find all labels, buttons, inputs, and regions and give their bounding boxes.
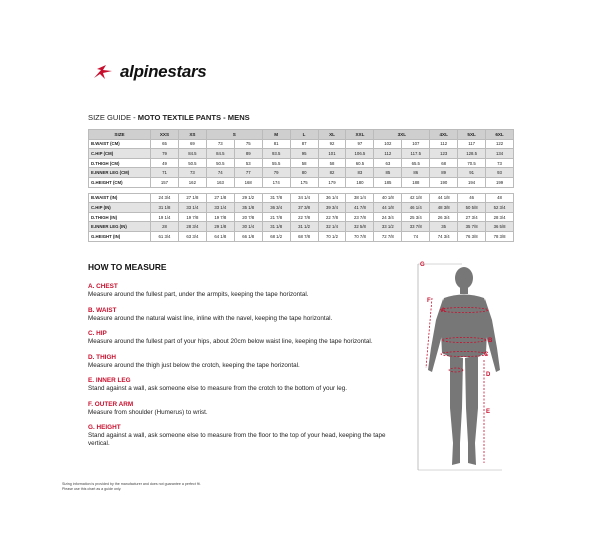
table-cell: 175	[290, 177, 318, 187]
table-cell: 75	[234, 139, 262, 149]
table-cell: 26 3/4	[430, 212, 458, 222]
table-cell: 31 1/8	[262, 222, 290, 232]
measure-text: Measure around the fullest part of your hips, about 20cm below waist line, keeping the tape horizontal.	[88, 338, 373, 345]
table-cell: 58	[318, 158, 346, 168]
footnote-line-1: Sizing information is provided by the manufacturer and does not guarantee a perfect fit.	[62, 482, 201, 486]
table-cell: 190	[430, 177, 458, 187]
table-cell: 78 3/8	[486, 231, 514, 241]
measure-item	[88, 330, 408, 346]
title-prefix: SIZE GUIDE -	[88, 113, 138, 122]
table-cell: 38 1/4	[346, 193, 374, 203]
table-cell: 46	[458, 193, 486, 203]
how-to-measure-title: HOW TO MEASURE	[88, 262, 167, 272]
title-emphasis: MOTO TEXTILE PANTS - MENS	[137, 113, 250, 122]
table-cell: 27 3/4	[458, 212, 486, 222]
row-label: B.WAIST (IN)	[89, 193, 151, 203]
table-cell: 30 1/4	[234, 222, 262, 232]
table-cell: 32 1/4	[318, 222, 346, 232]
table-row	[89, 203, 514, 213]
table-cell: 35 1/8	[234, 203, 262, 213]
row-label: E.INNER LEG (CM)	[89, 168, 151, 178]
table-cell: 42 1/8	[402, 193, 430, 203]
size-header-cell: M	[262, 130, 290, 140]
row-label: C.HIP (IN)	[89, 203, 151, 213]
table-cell: 174	[262, 177, 290, 187]
table-cell: 101	[318, 149, 346, 159]
table-cell: 134	[486, 149, 514, 159]
table-cell: 48	[486, 193, 514, 203]
table-cell: 70.5	[458, 158, 486, 168]
size-table	[88, 129, 514, 242]
table-cell: 53	[234, 158, 262, 168]
measure-item	[88, 377, 408, 393]
row-label: G.HEIGHT (CM)	[89, 177, 151, 187]
star-icon	[92, 64, 114, 80]
table-cell: 29 1/2	[234, 193, 262, 203]
measure-heading: C. HIP	[88, 330, 107, 337]
size-header-cell: 3XL	[374, 130, 430, 140]
measure-item	[88, 283, 408, 299]
table-cell: 33 7/8	[402, 222, 430, 232]
table-cell: 93	[486, 168, 514, 178]
measure-heading: A. CHEST	[88, 283, 118, 290]
table-cell: 40 1/8	[374, 193, 402, 203]
table-cell: 20 7/8	[234, 212, 262, 222]
measure-item	[88, 424, 408, 448]
table-row	[89, 158, 514, 168]
table-cell: 112	[430, 139, 458, 149]
table-cell: 199	[486, 177, 514, 187]
table-cell: 29 1/8	[206, 222, 234, 232]
table-cell: 79	[151, 149, 179, 159]
size-header-cell: 5XL	[458, 130, 486, 140]
table-cell: 89	[430, 168, 458, 178]
measure-text: Measure around the fullest part, under the armpits, keeping the tape horizontal.	[88, 291, 309, 298]
table-cell: 63	[374, 158, 402, 168]
table-row	[89, 177, 514, 187]
table-cell: 112	[374, 149, 402, 159]
figure-label-d: D	[486, 372, 491, 378]
table-cell: 82	[318, 168, 346, 178]
table-row	[89, 168, 514, 178]
figure-label-f: F	[427, 298, 431, 304]
table-cell: 36 1/4	[318, 193, 346, 203]
measure-item	[88, 307, 408, 323]
table-cell: 188	[402, 177, 430, 187]
size-header-cell: XXS	[151, 130, 179, 140]
table-cell: 60.5	[346, 158, 374, 168]
table-cell: 63 3/4	[178, 231, 206, 241]
table-cell: 168	[234, 177, 262, 187]
table-cell: 48 3/8	[430, 203, 458, 213]
page-title	[88, 113, 250, 122]
table-cell: 65	[151, 139, 179, 149]
table-cell: 69	[178, 139, 206, 149]
table-cell: 61 3/4	[151, 231, 179, 241]
table-header-row	[89, 130, 514, 140]
figure-label-a: A	[441, 308, 446, 314]
size-header-cell: XS	[178, 130, 206, 140]
table-cell: 24 3/4	[151, 193, 179, 203]
table-cell: 58	[290, 158, 318, 168]
table-cell: 91	[458, 168, 486, 178]
table-cell: 73	[486, 158, 514, 168]
table-cell: 31 1/8	[151, 203, 179, 213]
size-header-cell: XXL	[346, 130, 374, 140]
table-cell: 19 7/8	[178, 212, 206, 222]
measure-heading: G. HEIGHT	[88, 424, 121, 431]
footnote-line-2: Please use this chart as a guide only.	[62, 487, 122, 491]
table-cell: 66 1/8	[234, 231, 262, 241]
table-cell: 162	[178, 177, 206, 187]
table-cell: 28 3/4	[178, 222, 206, 232]
table-cell: 84.5	[178, 149, 206, 159]
table-row	[89, 149, 514, 159]
table-cell: 36 5/8	[486, 222, 514, 232]
measure-item	[88, 354, 408, 370]
table-cell: 49	[151, 158, 179, 168]
brand-logo	[92, 62, 206, 82]
measure-heading: D. THIGH	[88, 353, 117, 361]
body-figure	[412, 258, 512, 473]
table-cell: 122	[486, 139, 514, 149]
table-cell: 87	[290, 139, 318, 149]
table-cell: 83	[346, 168, 374, 178]
table-cell: 36 3/4	[262, 203, 290, 213]
table-cell: 81	[262, 139, 290, 149]
table-cell: 32 5/8	[346, 222, 374, 232]
table-cell: 23 7/8	[346, 212, 374, 222]
size-header-cell: 6XL	[486, 130, 514, 140]
footnote	[62, 482, 201, 492]
table-cell: 77	[234, 168, 262, 178]
table-cell: 179	[318, 177, 346, 187]
table-cell: 80	[290, 168, 318, 178]
table-cell: 106.5	[346, 149, 374, 159]
table-cell: 33 1/2	[374, 222, 402, 232]
measure-text: Measure around the natural waist line, inline with the navel, keeping the tape horizontal.	[88, 314, 333, 322]
table-cell: 68	[430, 158, 458, 168]
table-row	[89, 222, 514, 232]
table-cell: 28 3/4	[486, 212, 514, 222]
table-cell: 194	[458, 177, 486, 187]
table-cell: 27 1/8	[206, 193, 234, 203]
table-cell: 97	[346, 139, 374, 149]
figure-label-b: B	[488, 338, 493, 344]
table-cell: 84.5	[206, 149, 234, 159]
table-cell: 92	[318, 139, 346, 149]
table-cell: 74	[206, 168, 234, 178]
table-cell: 50 5/8	[458, 203, 486, 213]
table-cell: 31 7/8	[262, 193, 290, 203]
table-cell: 85	[374, 168, 402, 178]
size-header-cell: XL	[318, 130, 346, 140]
table-cell: 107	[402, 139, 430, 149]
measure-heading: F. OUTER ARM	[88, 400, 134, 408]
table-cell: 79	[262, 168, 290, 178]
row-label: G.HEIGHT (IN)	[89, 231, 151, 241]
measure-text: Measure from shoulder (Humerus) to wrist.	[88, 408, 208, 416]
table-cell: 33 1/4	[206, 203, 234, 213]
table-row	[89, 212, 514, 222]
table-cell: 73	[206, 139, 234, 149]
table-cell: 27 1/8	[178, 193, 206, 203]
size-header-label: SIZE	[89, 130, 151, 140]
size-header-cell: 4XL	[430, 130, 458, 140]
table-cell: 128.5	[458, 149, 486, 159]
figure-label-g: G	[420, 262, 425, 268]
table-cell: 117	[458, 139, 486, 149]
table-cell: 19 7/8	[206, 212, 234, 222]
table-cell: 117.5	[402, 149, 430, 159]
table-cell: 157	[151, 177, 179, 187]
measure-list	[88, 283, 408, 456]
table-cell: 70 1/2	[318, 231, 346, 241]
measure-text: Stand against a wall, ask someone else to measure from the crotch to the bottom of your leg.	[88, 385, 348, 392]
table-cell: 64 1/8	[206, 231, 234, 241]
table-cell: 74 3/4	[430, 231, 458, 241]
table-cell: 50.5	[178, 158, 206, 168]
table-cell: 68 1/2	[262, 231, 290, 241]
table-cell: 76 3/8	[458, 231, 486, 241]
table-row	[89, 139, 514, 149]
table-cell: 70 7/8	[346, 231, 374, 241]
measure-heading: E. INNER LEG	[88, 377, 131, 384]
table-cell: 44 1/8	[430, 193, 458, 203]
table-cell: 31 1/2	[290, 222, 318, 232]
table-cell: 24 3/4	[374, 212, 402, 222]
table-cell: 19 1/4	[151, 212, 179, 222]
table-cell: 52 3/4	[486, 203, 514, 213]
table-row	[89, 231, 514, 241]
size-header-cell: S	[206, 130, 262, 140]
table-cell: 35	[430, 222, 458, 232]
table-cell: 50.5	[206, 158, 234, 168]
row-label: D.THIGH (CM)	[89, 158, 151, 168]
table-cell: 93.5	[262, 149, 290, 159]
table-cell: 71	[151, 168, 179, 178]
table-cell: 22 7/8	[318, 212, 346, 222]
table-row	[89, 193, 514, 203]
table-cell: 95	[290, 149, 318, 159]
table-cell: 46 1/4	[402, 203, 430, 213]
table-cell: 74	[402, 231, 430, 241]
table-cell: 25 3/4	[402, 212, 430, 222]
measure-text: Measure around the thigh just below the crotch, keeping the tape horizontal.	[88, 361, 300, 369]
brand-name: alpinestars	[120, 62, 207, 81]
figure-label-c: C	[484, 352, 489, 358]
table-cell: 33 1/4	[178, 203, 206, 213]
figure-label-e: E	[486, 409, 491, 415]
table-cell: 73	[178, 168, 206, 178]
table-cell: 86	[402, 168, 430, 178]
table-cell: 37 3/8	[290, 203, 318, 213]
size-header-cell: L	[290, 130, 318, 140]
table-cell: 41 7/8	[346, 203, 374, 213]
body-silhouette	[428, 267, 500, 465]
table-cell: 123	[430, 149, 458, 159]
table-cell: 44 1/8	[374, 203, 402, 213]
table-cell: 21 7/8	[262, 212, 290, 222]
table-cell: 68 7/8	[290, 231, 318, 241]
table-cell: 28	[151, 222, 179, 232]
measure-text: Stand against a wall, ask someone else to measure from the floor to the top of your head, keeping the tape vertical.	[88, 432, 386, 448]
table-cell: 65.5	[402, 158, 430, 168]
table-cell: 180	[346, 177, 374, 187]
table-cell: 72 7/8	[374, 231, 402, 241]
table-cell: 35 7/8	[458, 222, 486, 232]
table-cell: 185	[374, 177, 402, 187]
measure-item	[88, 401, 408, 417]
table-cell: 163	[206, 177, 234, 187]
table-cell: 102	[374, 139, 402, 149]
table-cell: 22 7/8	[290, 212, 318, 222]
table-cell: 89	[234, 149, 262, 159]
row-label: C.HIP (CM)	[89, 149, 151, 159]
row-label: D.THIGH (IN)	[89, 212, 151, 222]
measure-heading: B. WAIST	[88, 306, 117, 314]
row-label: B.WAIST (CM)	[89, 139, 151, 149]
table-cell: 39 3/4	[318, 203, 346, 213]
row-label: E.INNER LEG (IN)	[89, 222, 151, 232]
table-cell: 55.5	[262, 158, 290, 168]
table-cell: 34 1/4	[290, 193, 318, 203]
